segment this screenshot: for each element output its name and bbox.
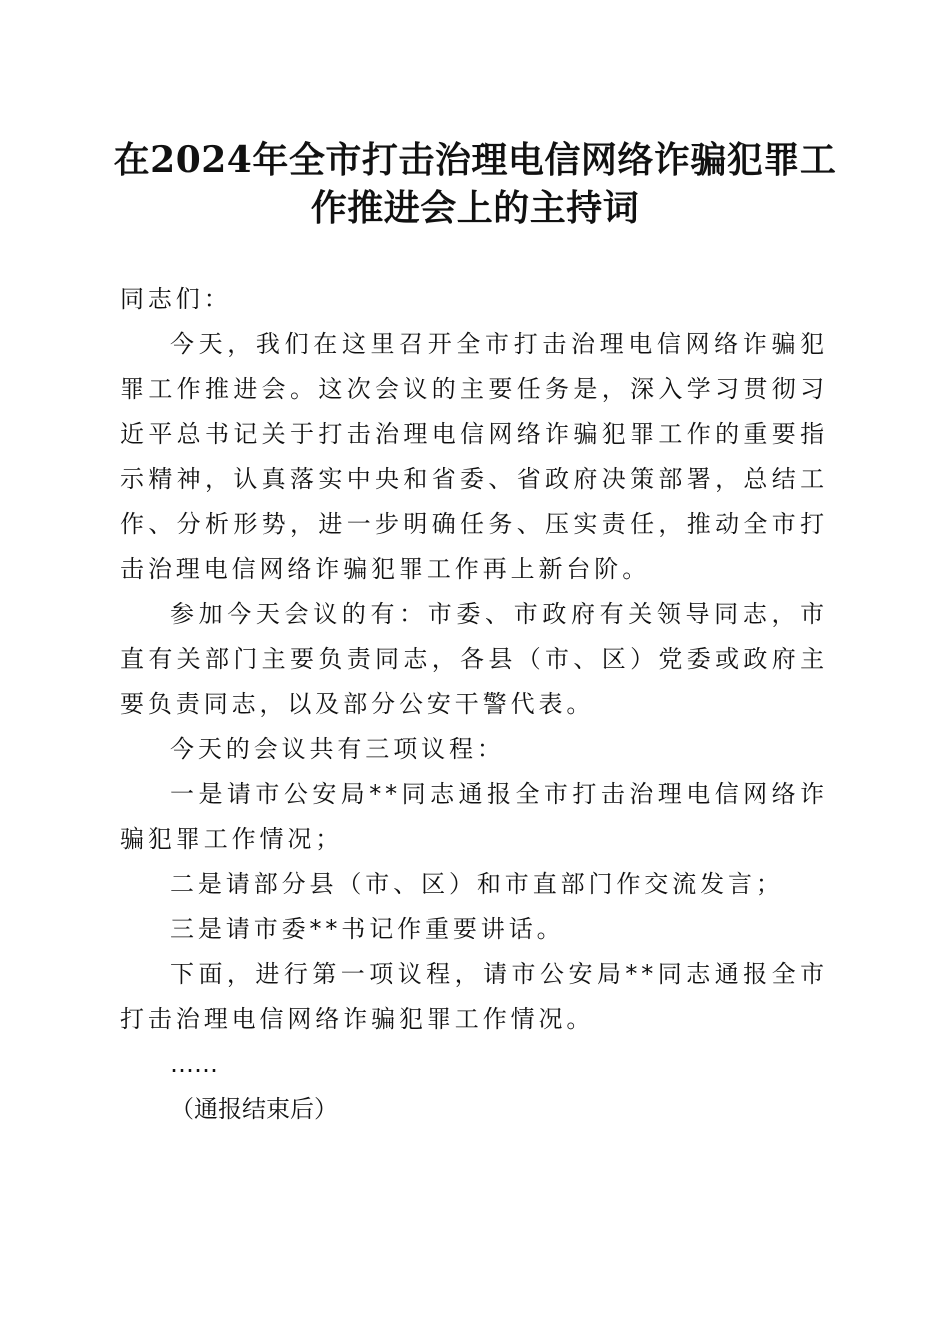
agenda-item-3: 三是请市委**书记作重要讲话。 xyxy=(170,915,565,943)
paragraph-attendees: 参加今天会议的有：市委、市政府有关领导同志，市直有关部门主要负责同志，各县（市、区）党委或政府主要负责同志，以及部分公安干警代表。 xyxy=(120,600,828,718)
document-title xyxy=(100,136,850,232)
paragraph-agenda-intro: 今天的会议共有三项议程： xyxy=(170,735,505,763)
agenda-item-1: 一是请市公安局**同志通报全市打击治理电信网络诈骗犯罪工作情况； xyxy=(120,780,828,853)
paragraph-first-agenda: 下面，进行第一项议程，请市公安局**同志通报全市打击治理电信网络诈骗犯罪工作情况。 xyxy=(120,960,828,1033)
stage-note: （通报结束后） xyxy=(170,1095,338,1123)
salutation: 同志们： xyxy=(120,285,232,313)
paragraph-opening: 今天，我们在这里召开全市打击治理电信网络诈骗犯罪工作推进会。这次会议的主要任务是，深入学习贯彻习近平总书记关于打击治理电信网络诈骗犯罪工作的重要指示精神，认真落实中央和省委、省政府决策部署，总结工作、分析形势，进一步明确任务、压实责任，推动全市打击治理电信网络诈骗犯罪工作再上新台阶。 xyxy=(120,330,828,583)
document-body xyxy=(120,277,828,1132)
title-line-2: 作推进会上的主持词 xyxy=(310,187,640,229)
agenda-item-2: 二是请部分县（市、区）和市直部门作交流发言； xyxy=(170,870,784,898)
ellipsis: …… xyxy=(170,1050,218,1078)
title-line-1: 在2024年全市打击治理电信网络诈骗犯罪工 xyxy=(113,139,837,181)
